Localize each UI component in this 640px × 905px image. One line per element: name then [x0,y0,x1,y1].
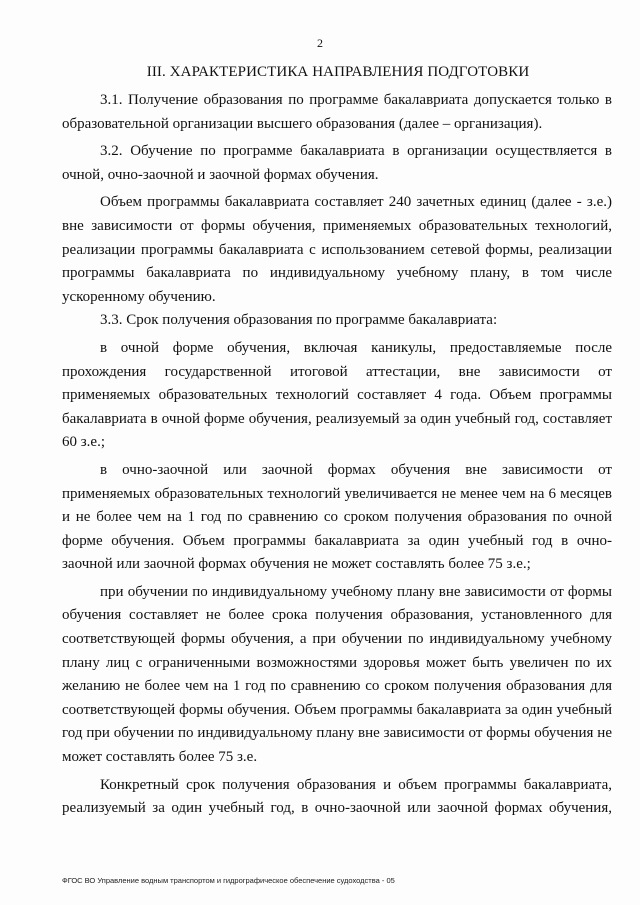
document-body [62,89,612,821]
paragraph-specific-term: Конкретный срок получения образования и объем программы бакалавриата, реализуемый за один учебный год, в очно-заочной или заочной формах обучения, [62,776,612,817]
page-number: 2 [317,36,323,50]
paragraph-full-time: в очной форме обучения, включая каникулы, предоставляемые после прохождения государственной итоговой аттестации, вне зависимости от применяемых образовательных технологий составляет 4 года. Объем программы бакалавриата в очной форме обучения, реализуемый за один учебный год, составляет 60 з.е.; [62,339,612,451]
paragraph-individual-plan: при обучении по индивидуальному учебному плану вне зависимости от формы обучения составляет не более срока получения образования, установленного для соответствующей формы обучения, а при обучении по индивидуальному учебному плану лиц с ограниченными возможностями здоровья может быть увеличен по их желанию не более чем на 1 год по сравнению со сроком получения образования для соответствующей формы обучения. Объем программы бакалавриата за один учебный год при обучении по индивидуальному плану вне зависимости от формы обучения не может составлять более 75 з.е. [62,583,612,766]
paragraph-3-1: 3.1. Получение образования по программе бакалавриата допускается только в образовательной организации высшего образования (далее – организация). [62,92,612,132]
page-footer: ФГОС ВО Управление водным транспортом и гидрографическое обеспечение судоходства - 05 [62,876,395,885]
paragraph-3-2: 3.2. Обучение по программе бакалавриата в организации осуществляется в очной, очно-заочной и заочной формах обучения. [62,143,612,183]
section-heading: III. ХАРАКТЕРИСТИКА НАПРАВЛЕНИЯ ПОДГОТОВКИ [146,64,530,80]
paragraph-3-3: 3.3. Срок получения образования по программе бакалавриата: [100,312,498,329]
paragraph-part-time: в очно-заочной или заочной формах обучения вне зависимости от применяемых образовательных технологий увеличивается не менее чем на 6 месяцев и не более чем на 1 год по сравнению со сроком получения образования по очной форме обучения. Объем программы бакалавриата за один учебный год в очно-заочной или заочной формах обучения не может составлять более 75 з.е.; [62,461,612,573]
paragraph-program-volume: Объем программы бакалавриата составляет 240 зачетных единиц (далее - з.е.) вне зависимости от формы обучения, применяемых образовательных технологий, реализации программы бакалавриата с использованием сетевой формы, реализации программы бакалавриата по индивидуальному учебному плану, в том числе ускоренному обучению. [62,194,612,305]
